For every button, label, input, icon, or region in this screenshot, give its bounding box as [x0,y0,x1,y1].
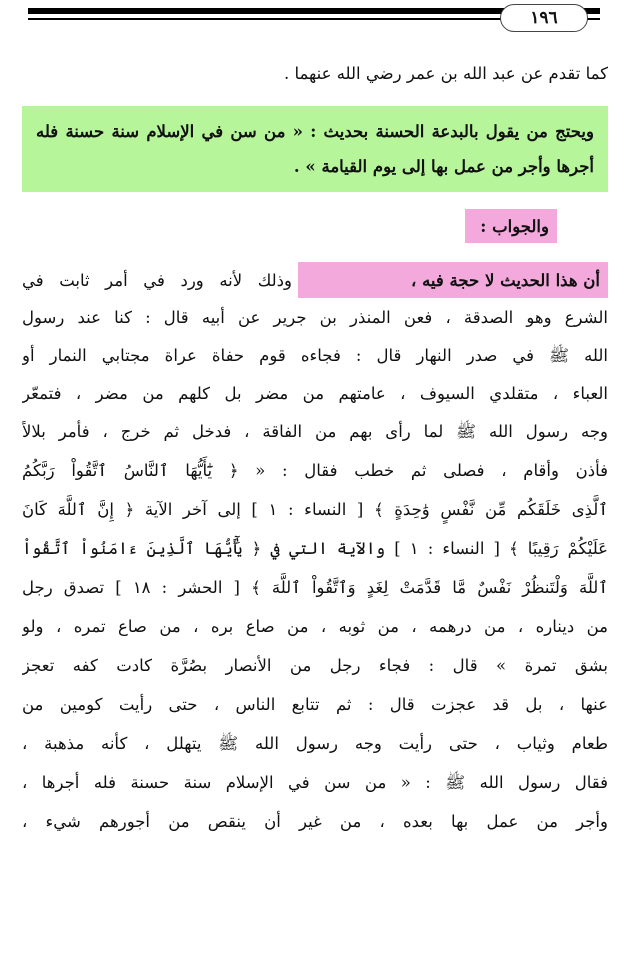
body-line: الشرع وهو الصدقة ، فعن المنذر بن جرير عن أبيه قال : كنا عند رسول [22,308,608,327]
body-line: من ديناره ، من درهمه ، من ثوبه ، من صاع بره ، من صاع تمره ، ولو [22,617,608,636]
body-line: ٱلَّذِى خَلَقَكُم مِّن نَّفْسٍ وَٰحِدَةٍ ﴾ [ النساء : ١ ] إلى آخر الآية ﴿ إِنَّ ٱللَّهَ كَانَ [22,500,608,519]
body-line: فقال رسول الله ﷺ : « من سن في الإسلام سنة حسنة فله أجرها ، [22,773,608,792]
body-line: العباء ، متقلدي السيوف ، عامتهم من مضر بل كلهم من مضر ، فتمعّر [22,384,608,403]
body-line: وذلك لأنه ورد في أمر ثابت في [22,271,292,290]
intro-line: كما تقدم عن عبد الله بن عمر رضي الله عنهما . [283,64,608,83]
body-line: عَلَيْكُمْ رَقِيبًا ﴾ [ النساء : ١ ] والآية التي في ﴿ يَٰٓأَيُّهَا ٱلَّذِينَ ءَامَنُواْ ٱتَّقُواْ [22,539,608,558]
body-line: بشق تمرة » قال : فجاء رجل من الأنصار بصُرَّة كادت كفه تعجز [22,656,608,675]
body-line: عنها ، بل قد عجزت قال : ثم تتابع الناس ، حتى رأيت كومين من [22,695,608,714]
body-line: ٱللَّهَ وَلْتَنظُرْ نَفْسٌ مَّا قَدَّمَتْ لِغَدٍ وَٱتَّقُواْ ٱللَّهَ ﴾ [ الحشر : ١٨ ] تصدق رجل [22,578,608,597]
page-number: ١٩٦ [500,4,588,32]
body-line: وأجر من عمل بها بعده ، من غير أن ينقص من أجورهم شيء ، [22,812,608,831]
claim-highlight: أن هذا الحديث لا حجة فيه ، [298,262,608,298]
body-line: الله ﷺ في صدر النهار قال : فجاءه قوم حفاة عراة مجتابي النمار أو [22,346,608,365]
body-line: فأذن وأقام ، فصلى ثم خطب فقال : « ﴿ يَٰٓأَيُّهَا ٱلنَّاسُ ٱتَّقُواْ رَبَّكُمُ [22,461,608,480]
green-highlighted-paragraph: ويحتج من يقول بالبدعة الحسنة بحديث : « من سن في الإسلام سنة حسنة فله أجرها وأجر من عمل بها إلى يوم القيامة » . [22,106,608,192]
body-line: طعام وثياب ، حتى رأيت وجه رسول الله ﷺ يتهلل ، كأنه مذهبة ، [22,734,608,753]
answer-label: والجواب : [465,209,557,243]
body-line: وجه رسول الله ﷺ لما رأى بهم من الفاقة ، فدخل ثم خرج ، فأمر بلالاً [22,422,608,441]
